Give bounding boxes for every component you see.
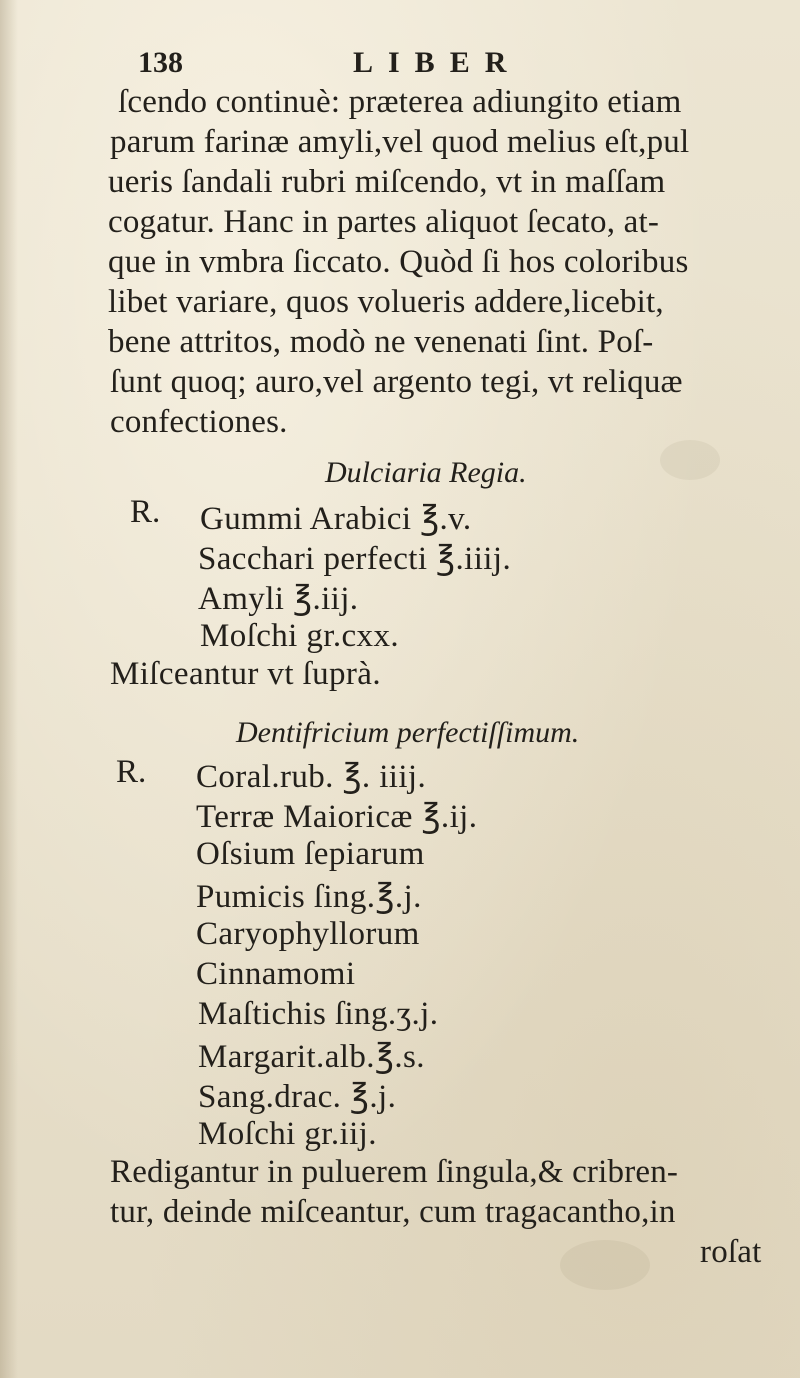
paragraph-line: Redigantur in puluerem ſingula,& cribren- [110,1154,679,1190]
recipe-symbol: R. [130,494,161,530]
ingredient-line: Maſtichis ſing.ʒ.j. [198,996,439,1032]
paragraph-line: ſcendo continuè: præterea adiungito etiam [118,84,682,120]
ingredient-line: Coral.rub. ℥. iiij. [196,759,427,795]
paper-stain [560,1240,650,1290]
paper-stain [660,440,720,480]
paragraph-line: ueris ſandali rubri miſcendo, vt in maſſam [108,164,666,200]
ingredient-line: Caryophyllorum [196,916,420,952]
page-number: 138 [138,46,183,79]
paragraph-line: que in vmbra ſiccato. Quòd ſi hos coloribus [108,244,689,280]
ingredient-line: Amyli ℥.iij. [198,581,359,617]
page-fold-shadow [0,0,18,1378]
ingredient-line: Oſsium ſepiarum [196,836,425,872]
recipe-symbol: R. [116,754,147,790]
ingredient-line: Sang.drac. ℥.j. [198,1079,397,1115]
ingredient-line: Pumicis ſing.℥.j. [196,879,422,915]
paragraph-line: ſunt quoq; auro,vel argento tegi, vt reliquæ [110,364,683,400]
catchword: roſat [700,1234,762,1270]
paragraph-line: cogatur. Hanc in partes aliquot ſecato, at- [108,204,660,240]
recipe-heading: Dulciaria Regia. [325,456,527,489]
recipe-instruction: Miſceantur vt ſuprà. [110,656,382,692]
ingredient-line: Moſchi gr.iij. [198,1116,377,1152]
paragraph-line: tur, deinde miſceantur, cum tragacantho,in [110,1194,676,1230]
running-title: LIBER [353,46,522,79]
ingredient-line: Moſchi gr.cxx. [200,618,399,654]
paragraph-line: bene attritos, modò ne venenati ſint. Poſ- [108,324,654,360]
ingredient-line: Margarit.alb.℥.s. [198,1039,425,1075]
paragraph-line: parum farinæ amyli,vel quod melius eſt,pul [110,124,690,160]
paragraph-line: confectiones. [110,404,288,440]
paragraph-line: libet variare, quos volueris addere,licebit, [108,284,664,320]
ingredient-line: Cinnamomi [196,956,356,992]
ingredient-line: Terræ Maioricæ ℥.ij. [196,799,478,835]
ingredient-line: Gummi Arabici ℥.v. [200,501,472,537]
ingredient-line: Sacchari perfecti ℥.iiij. [198,541,512,577]
recipe-heading: Dentifricium perfectiſſimum. [236,716,580,749]
